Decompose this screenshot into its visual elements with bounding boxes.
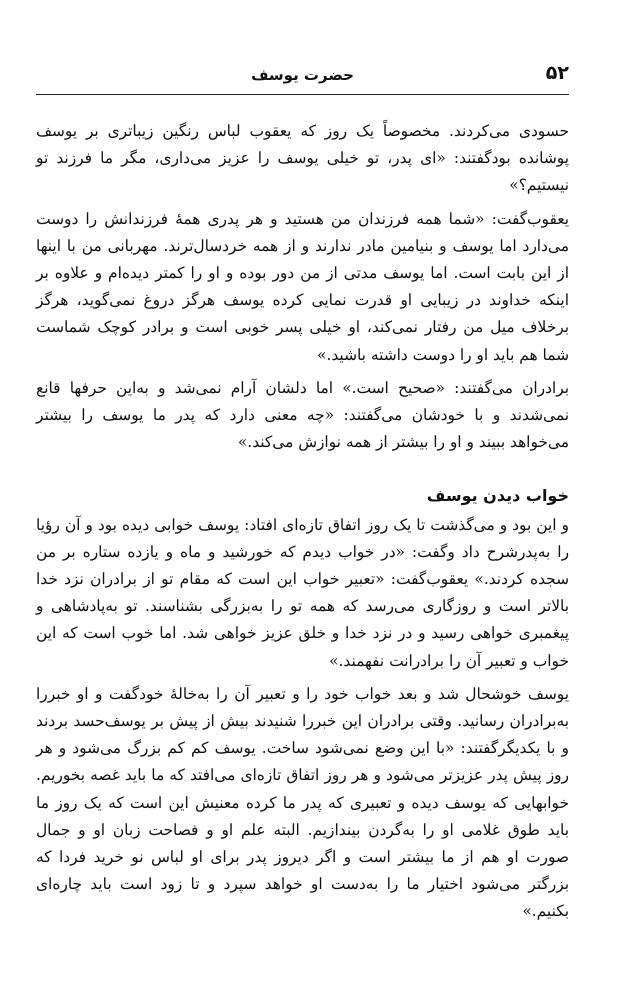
paragraph: یوسف خوشحال شد و بعد خواب خود را و تعبیر آن را به‌خالهٔ خودگفت و او خبررا به‌برادران رسانید. وقتی برادران این خبررا شنیدند بیش از پیش بر یوسف‌حسد بردند و با یکدیگرگفتند: «با این وضع نمی‌شود ساخت. یوسف کم کم بزرگ می‌شود و هر روز پیش پدر عزیزتر می‌شود و هر روز اتفاق تازه‌ای می‌افتد که ما باید غصه بخوریم. خوابهایی که یوسف دیده و تعبیری که پدر ما کرده معنیش این است که یک روز ما باید طوق غلامی او را به‌گردن بیندازیم. البته علم او و فصاحت زبان او و جمال صورت او هم از ما بیشتر است و اگر دیروز پدر برای او لباس نو خرید فردا که بزرگتر می‌شود اختیار ما را به‌دست او خواهد سپرد و تا زود است باید چاره‌ای بکنیم.» (36, 684, 569, 921)
running-title: حضرت یوسف (251, 66, 354, 84)
paragraph: و این بود و می‌گذشت تا یک روز اتفاق تازه‌ای افتاد: یوسف خوابی دیده بود و آن رؤیا را به‌پدرشرح داد وگفت: «در خواب دیدم که خورشید و ماه و یازده ستاره بر من سجده کردند.» یعقوب‌گفت: «تعبیر خواب این است که مقام تو از برادران نزد خدا بالاتر است و روزگاری می‌رسد که همه تو را به‌بزرگی بشناسند. تو به‌پادشاهی و پیغمبری خواهی رسید و در نزد خدا و خلق عزیز خواهی شد. اما خوب است که این خواب و تعبیر آن را برادرانت نفهمند.» (36, 515, 569, 670)
paragraph: برادران می‌گفتند: «صحیح است.» اما دلشان آرام نمی‌شد و به‌این حرفها قانع نمی‌شدند و با خودشان می‌گفتند: «چه معنی دارد که پدر ما یوسف را بیشتر می‌خواهد ببیند و او را بیشتر از همه نوازش می‌کند.» (36, 378, 569, 452)
paragraph: یعقوب‌گفت: «شما همه فرزندان من هستید و هر پدری همهٔ فرزندانش را دوست می‌دارد اما یوسف و بنیامین مادر ندارند و از همه خردسال‌ترند. مهربانی من با اینها از این بابت است. اما یوسف مدتی از من دور بوده و او را کمتر دیده‌ام و علاوه بر اینکه خداوند در زیبایی او قدرت نمایی کرده یوسف هرگز دروغ نمی‌گوید، هرگز برخلاف میل من رفتار نمی‌کند، او خیلی پسر خوبی است و برادر کوچک شماست شما هم باید او را دوست داشته باشید.» (36, 209, 569, 364)
section-heading: خواب دیدن یوسف (426, 486, 569, 506)
header-rule (36, 94, 569, 95)
page-body (36, 118, 569, 926)
paragraph: حسودی می‌کردند. مخصوصاً یک روز که یعقوب لباس رنگین زیباتری بر یوسف پوشانده بودگفتند: «ای پدر، تو خیلی یوسف را عزیز می‌داری، مگر ما فرزند تو نیستیم؟» (36, 122, 569, 195)
page-header (36, 62, 569, 90)
page-number: ۵۲ (545, 62, 569, 84)
